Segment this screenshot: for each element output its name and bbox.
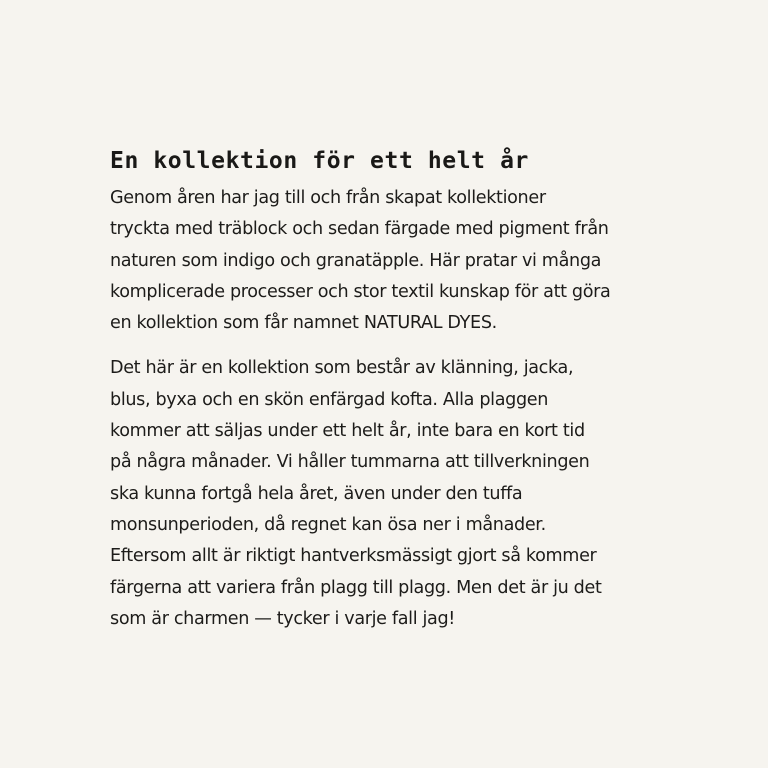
paragraph-1	[110, 183, 690, 339]
paragraph-line: en kollektion som får namnet NATURAL DYES.	[110, 313, 497, 334]
paragraph-line: Eftersom allt är riktigt hantverksmässigt gjort så kommer	[110, 546, 597, 567]
paragraph-line: Genom åren har jag till och från skapat kollektioner	[110, 188, 546, 208]
paragraph-2	[110, 353, 690, 635]
paragraph-line: kommer att säljas under ett helt år, inte bara en kort tid	[110, 421, 585, 442]
document-content	[110, 143, 690, 649]
document-title: En kollektion för ett helt år	[110, 148, 529, 174]
paragraph-line: på några månader. Vi håller tummarna att tillverkningen	[110, 452, 590, 473]
paragraph-line: Det här är en kollektion som består av klänning, jacka,	[110, 358, 574, 379]
paragraph-line: naturen som indigo och granatäpple. Här pratar vi många	[110, 250, 602, 271]
paragraph-line: komplicerade processer och stor textil kunskap för att göra	[110, 281, 611, 302]
paragraph-line: färgerna att variera från plagg till plagg. Men det är ju det	[110, 577, 602, 598]
paragraph-line: tryckta med träblock och sedan färgade med pigment från	[110, 219, 609, 240]
paragraph-line: ska kunna fortgå hela året, även under den tuffa	[110, 483, 523, 504]
paragraph-line: som är charmen — tycker i varje fall jag!	[110, 608, 455, 629]
paragraph-line: monsunperioden, då regnet kan ösa ner i månader.	[110, 514, 546, 535]
paragraph-line: blus, byxa och en skön enfärgad kofta. Alla plaggen	[110, 389, 549, 410]
